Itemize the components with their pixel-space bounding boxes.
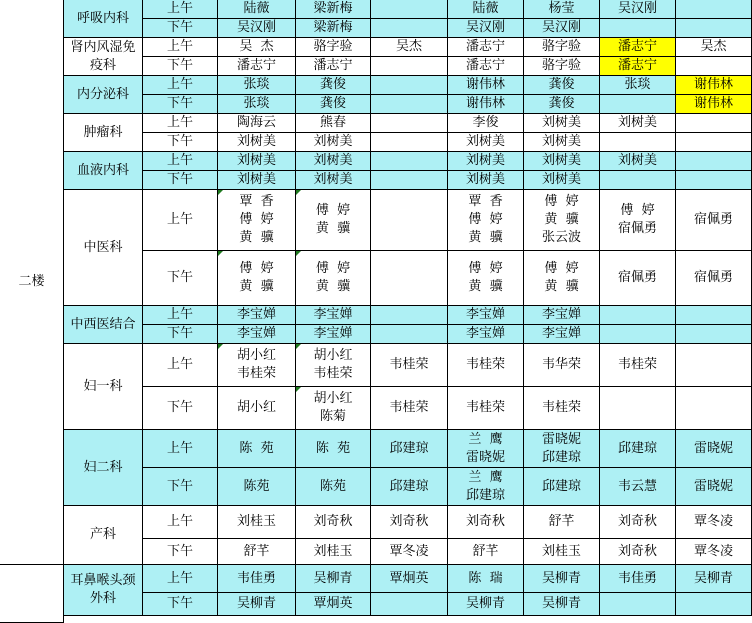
schedule-cell[interactable] xyxy=(600,306,676,325)
schedule-cell[interactable]: 宿佩勇 xyxy=(676,190,752,251)
schedule-cell[interactable]: 李宝婵 xyxy=(296,325,371,344)
schedule-cell[interactable]: 韦桂荣 xyxy=(448,344,524,387)
schedule-cell[interactable]: 潘志宁 xyxy=(218,57,296,76)
schedule-cell[interactable] xyxy=(371,171,448,190)
schedule-cell[interactable] xyxy=(371,251,448,306)
schedule-cell[interactable]: 韦云慧 xyxy=(600,468,676,506)
schedule-cell[interactable]: 刘树美 xyxy=(218,133,296,152)
schedule-cell[interactable]: 吴汉刚 xyxy=(524,19,600,38)
schedule-cell[interactable]: 谢伟林 xyxy=(676,76,752,95)
schedule-cell[interactable] xyxy=(676,114,752,133)
schedule-cell[interactable] xyxy=(600,95,676,114)
schedule-cell[interactable] xyxy=(676,593,752,616)
period-label[interactable]: 下午 xyxy=(143,468,218,506)
schedule-cell[interactable]: 胡小红 xyxy=(218,387,296,430)
schedule-cell[interactable]: 覃炯英 xyxy=(296,593,371,616)
schedule-cell[interactable]: 邱建琼 xyxy=(371,468,448,506)
schedule-cell[interactable]: 刘树美 xyxy=(524,152,600,171)
schedule-cell[interactable]: 刘树美 xyxy=(448,152,524,171)
department-name[interactable]: 中医科 xyxy=(64,190,143,306)
schedule-cell[interactable]: 龚俊 xyxy=(524,95,600,114)
schedule-cell[interactable] xyxy=(371,133,448,152)
period-label[interactable]: 下午 xyxy=(143,387,218,430)
schedule-cell[interactable]: 陈 苑 xyxy=(296,430,371,468)
department-name[interactable]: 中西医结合 xyxy=(64,306,143,344)
period-label[interactable]: 下午 xyxy=(143,133,218,152)
department-name[interactable]: 妇一科 xyxy=(64,344,143,430)
schedule-cell[interactable] xyxy=(371,76,448,95)
schedule-cell[interactable]: 李宝婵 xyxy=(524,306,600,325)
schedule-cell[interactable]: 邱建琼 xyxy=(524,468,600,506)
schedule-cell[interactable] xyxy=(371,325,448,344)
period-label[interactable]: 上午 xyxy=(143,38,218,57)
schedule-cell[interactable]: 韦桂荣 xyxy=(600,344,676,387)
schedule-cell[interactable] xyxy=(600,19,676,38)
schedule-cell[interactable] xyxy=(371,95,448,114)
schedule-cell[interactable]: 梁新梅 xyxy=(296,0,371,19)
schedule-cell[interactable] xyxy=(676,0,752,19)
schedule-cell[interactable]: 李宝婵 xyxy=(448,306,524,325)
schedule-cell[interactable] xyxy=(371,19,448,38)
schedule-cell[interactable]: 傅 婷 黄 骥 张云波 xyxy=(524,190,600,251)
schedule-cell[interactable] xyxy=(371,593,448,616)
schedule-cell[interactable]: 张琰 xyxy=(600,76,676,95)
schedule-cell[interactable]: 陈 苑 xyxy=(218,430,296,468)
schedule-cell[interactable]: 陶海云 xyxy=(218,114,296,133)
period-label[interactable]: 下午 xyxy=(143,325,218,344)
schedule-cell[interactable]: 韦佳勇 xyxy=(218,565,296,593)
schedule-cell[interactable]: 覃炯英 xyxy=(371,565,448,593)
schedule-cell[interactable]: 宿佩勇 xyxy=(676,251,752,306)
schedule-cell[interactable]: 刘树美 xyxy=(218,171,296,190)
schedule-cell[interactable]: 龚俊 xyxy=(296,95,371,114)
schedule-cell[interactable]: 刘奇秋 xyxy=(371,506,448,539)
department-name[interactable]: 肾内风湿免 疫科 xyxy=(64,38,143,76)
schedule-cell[interactable]: 潘志宁 xyxy=(600,38,676,57)
schedule-cell[interactable]: 吴杰 xyxy=(676,38,752,57)
period-label[interactable]: 下午 xyxy=(143,171,218,190)
schedule-cell[interactable]: 骆字验 xyxy=(296,38,371,57)
schedule-cell[interactable]: 李宝婵 xyxy=(218,306,296,325)
schedule-cell[interactable]: 刘树美 xyxy=(600,114,676,133)
schedule-cell[interactable]: 覃冬凌 xyxy=(371,539,448,565)
schedule-cell[interactable]: 吴杰 xyxy=(371,38,448,57)
schedule-cell[interactable] xyxy=(676,344,752,387)
schedule-cell[interactable] xyxy=(676,387,752,430)
schedule-cell[interactable] xyxy=(371,0,448,19)
department-name[interactable]: 妇二科 xyxy=(64,430,143,506)
schedule-cell[interactable]: 邱建琼 xyxy=(600,430,676,468)
schedule-cell[interactable]: 陆薇 xyxy=(448,0,524,19)
schedule-cell[interactable]: 刘树美 xyxy=(218,152,296,171)
floor-label-empty[interactable] xyxy=(0,565,64,623)
schedule-cell[interactable]: 覃 香 傅 婷 黄 骥 xyxy=(448,190,524,251)
schedule-cell[interactable]: 刘桂玉 xyxy=(524,539,600,565)
schedule-cell[interactable]: 杨莹 xyxy=(524,0,600,19)
schedule-cell[interactable]: 舒芊 xyxy=(448,539,524,565)
schedule-cell[interactable]: 刘树美 xyxy=(524,114,600,133)
period-label[interactable]: 下午 xyxy=(143,95,218,114)
schedule-cell[interactable] xyxy=(600,171,676,190)
schedule-cell[interactable]: 骆字验 xyxy=(524,57,600,76)
schedule-cell[interactable]: 吴柳青 xyxy=(448,593,524,616)
department-name[interactable]: 耳鼻喉头颈 外科 xyxy=(64,565,143,616)
schedule-cell[interactable]: 胡小红 韦桂荣 xyxy=(296,344,371,387)
schedule-cell[interactable]: 雷晓妮 xyxy=(676,430,752,468)
schedule-cell[interactable]: 陆薇 xyxy=(218,0,296,19)
schedule-cell[interactable]: 傅 婷 黄 骥 xyxy=(218,251,296,306)
period-label[interactable]: 上午 xyxy=(143,152,218,171)
schedule-cell[interactable]: 潘志宁 xyxy=(448,57,524,76)
schedule-cell[interactable]: 陈苑 xyxy=(218,468,296,506)
schedule-cell[interactable]: 吴汉刚 xyxy=(600,0,676,19)
schedule-cell[interactable]: 胡小红 韦桂荣 xyxy=(218,344,296,387)
schedule-cell[interactable]: 傅 婷 黄 骥 xyxy=(448,251,524,306)
department-name[interactable]: 产科 xyxy=(64,506,143,565)
schedule-cell[interactable]: 兰 鹰 雷晓妮 xyxy=(448,430,524,468)
schedule-cell[interactable]: 刘奇秋 xyxy=(448,506,524,539)
schedule-cell[interactable]: 韦桂荣 xyxy=(371,387,448,430)
department-name[interactable]: 肿瘤科 xyxy=(64,114,143,152)
schedule-cell[interactable]: 吴汉刚 xyxy=(218,19,296,38)
schedule-cell[interactable] xyxy=(676,57,752,76)
schedule-cell[interactable]: 刘树美 xyxy=(296,171,371,190)
schedule-cell[interactable] xyxy=(371,306,448,325)
schedule-cell[interactable]: 龚俊 xyxy=(524,76,600,95)
schedule-cell[interactable] xyxy=(676,325,752,344)
schedule-cell[interactable]: 韦佳勇 xyxy=(600,565,676,593)
schedule-cell[interactable]: 胡小红 陈菊 xyxy=(296,387,371,430)
period-label[interactable]: 上午 xyxy=(143,0,218,19)
schedule-cell[interactable] xyxy=(676,133,752,152)
schedule-cell[interactable] xyxy=(371,114,448,133)
schedule-cell[interactable]: 潘志宁 xyxy=(448,38,524,57)
schedule-cell[interactable] xyxy=(676,171,752,190)
schedule-cell[interactable]: 兰 鹰 邱建琼 xyxy=(448,468,524,506)
schedule-cell[interactable] xyxy=(676,152,752,171)
schedule-cell[interactable]: 刘树美 xyxy=(296,133,371,152)
floor-label[interactable]: 二楼 xyxy=(0,0,64,565)
schedule-cell[interactable]: 韦桂荣 xyxy=(524,387,600,430)
period-label[interactable]: 上午 xyxy=(143,430,218,468)
department-name[interactable]: 内分泌科 xyxy=(64,76,143,114)
period-label[interactable]: 上午 xyxy=(143,114,218,133)
schedule-cell[interactable]: 傅 婷 黄 骥 xyxy=(524,251,600,306)
schedule-cell[interactable]: 韦桂荣 xyxy=(448,387,524,430)
period-label[interactable]: 下午 xyxy=(143,57,218,76)
schedule-cell[interactable]: 刘树美 xyxy=(524,133,600,152)
period-label[interactable]: 上午 xyxy=(143,76,218,95)
schedule-cell[interactable]: 刘树美 xyxy=(448,171,524,190)
schedule-cell[interactable]: 雷晓妮 邱建琼 xyxy=(524,430,600,468)
schedule-cell[interactable]: 陈苑 xyxy=(296,468,371,506)
schedule-cell[interactable]: 李俊 xyxy=(448,114,524,133)
schedule-cell[interactable] xyxy=(676,306,752,325)
schedule-cell[interactable]: 傅 婷 宿佩勇 xyxy=(600,190,676,251)
schedule-cell[interactable]: 李宝婵 xyxy=(448,325,524,344)
schedule-cell[interactable]: 刘树美 xyxy=(524,171,600,190)
schedule-cell[interactable]: 梁新梅 xyxy=(296,19,371,38)
schedule-cell[interactable]: 刘桂玉 xyxy=(218,506,296,539)
department-name[interactable]: 呼吸内科 xyxy=(64,0,143,38)
schedule-cell[interactable]: 覃冬凌 xyxy=(676,506,752,539)
schedule-cell[interactable] xyxy=(600,593,676,616)
period-label[interactable]: 上午 xyxy=(143,565,218,593)
schedule-cell[interactable]: 覃冬凌 xyxy=(676,539,752,565)
schedule-cell[interactable]: 李宝婵 xyxy=(524,325,600,344)
schedule-cell[interactable]: 吴汉刚 xyxy=(448,19,524,38)
schedule-cell[interactable] xyxy=(600,133,676,152)
schedule-cell[interactable] xyxy=(600,387,676,430)
period-label[interactable]: 上午 xyxy=(143,344,218,387)
schedule-cell[interactable]: 潘志宁 xyxy=(296,57,371,76)
schedule-cell[interactable]: 刘树美 xyxy=(600,152,676,171)
period-label[interactable]: 上午 xyxy=(143,506,218,539)
schedule-cell[interactable]: 韦桂荣 xyxy=(371,344,448,387)
schedule-cell[interactable]: 吴柳青 xyxy=(218,593,296,616)
schedule-cell[interactable]: 吴柳青 xyxy=(676,565,752,593)
schedule-cell[interactable]: 舒芊 xyxy=(218,539,296,565)
schedule-cell[interactable]: 傅 婷 黄 骥 xyxy=(296,190,371,251)
schedule-cell[interactable]: 傅 婷 黄 骥 xyxy=(296,251,371,306)
period-label[interactable]: 下午 xyxy=(143,19,218,38)
schedule-cell[interactable] xyxy=(600,325,676,344)
schedule-cell[interactable]: 刘奇秋 xyxy=(296,506,371,539)
schedule-cell[interactable]: 谢伟林 xyxy=(448,95,524,114)
schedule-cell[interactable]: 吴柳青 xyxy=(296,565,371,593)
schedule-cell[interactable]: 刘奇秋 xyxy=(600,506,676,539)
schedule-cell[interactable]: 龚俊 xyxy=(296,76,371,95)
period-label[interactable]: 下午 xyxy=(143,593,218,616)
schedule-cell[interactable]: 刘奇秋 xyxy=(600,539,676,565)
schedule-cell[interactable]: 吴柳青 xyxy=(524,593,600,616)
schedule-cell[interactable]: 邱建琼 xyxy=(371,430,448,468)
schedule-cell[interactable]: 舒芊 xyxy=(524,506,600,539)
schedule-cell[interactable]: 韦华荣 xyxy=(524,344,600,387)
schedule-cell[interactable]: 谢伟林 xyxy=(448,76,524,95)
schedule-cell[interactable]: 刘树美 xyxy=(296,152,371,171)
schedule-cell[interactable]: 覃 香 傅 婷 黄 骥 xyxy=(218,190,296,251)
period-label[interactable]: 下午 xyxy=(143,251,218,306)
schedule-cell[interactable]: 熊春 xyxy=(296,114,371,133)
schedule-cell[interactable]: 刘桂玉 xyxy=(296,539,371,565)
schedule-cell[interactable]: 吴柳青 xyxy=(524,565,600,593)
period-label[interactable]: 上午 xyxy=(143,190,218,251)
schedule-cell[interactable]: 张琰 xyxy=(218,95,296,114)
schedule-cell[interactable]: 骆字验 xyxy=(524,38,600,57)
schedule-cell[interactable] xyxy=(371,190,448,251)
schedule-cell[interactable] xyxy=(371,152,448,171)
schedule-cell[interactable]: 李宝婵 xyxy=(296,306,371,325)
schedule-cell[interactable] xyxy=(371,57,448,76)
schedule-cell[interactable]: 陈 瑞 xyxy=(448,565,524,593)
schedule-cell[interactable]: 刘树美 xyxy=(448,133,524,152)
department-name[interactable]: 血液内科 xyxy=(64,152,143,190)
schedule-cell[interactable]: 李宝婵 xyxy=(218,325,296,344)
period-label[interactable]: 下午 xyxy=(143,539,218,565)
schedule-cell[interactable]: 谢伟林 xyxy=(676,95,752,114)
schedule-cell[interactable]: 雷晓妮 xyxy=(676,468,752,506)
schedule-cell[interactable] xyxy=(676,19,752,38)
schedule-cell[interactable]: 张琰 xyxy=(218,76,296,95)
period-label[interactable]: 上午 xyxy=(143,306,218,325)
schedule-cell[interactable]: 吴 杰 xyxy=(218,38,296,57)
schedule-cell[interactable]: 宿佩勇 xyxy=(600,251,676,306)
schedule-cell[interactable]: 潘志宁 xyxy=(600,57,676,76)
